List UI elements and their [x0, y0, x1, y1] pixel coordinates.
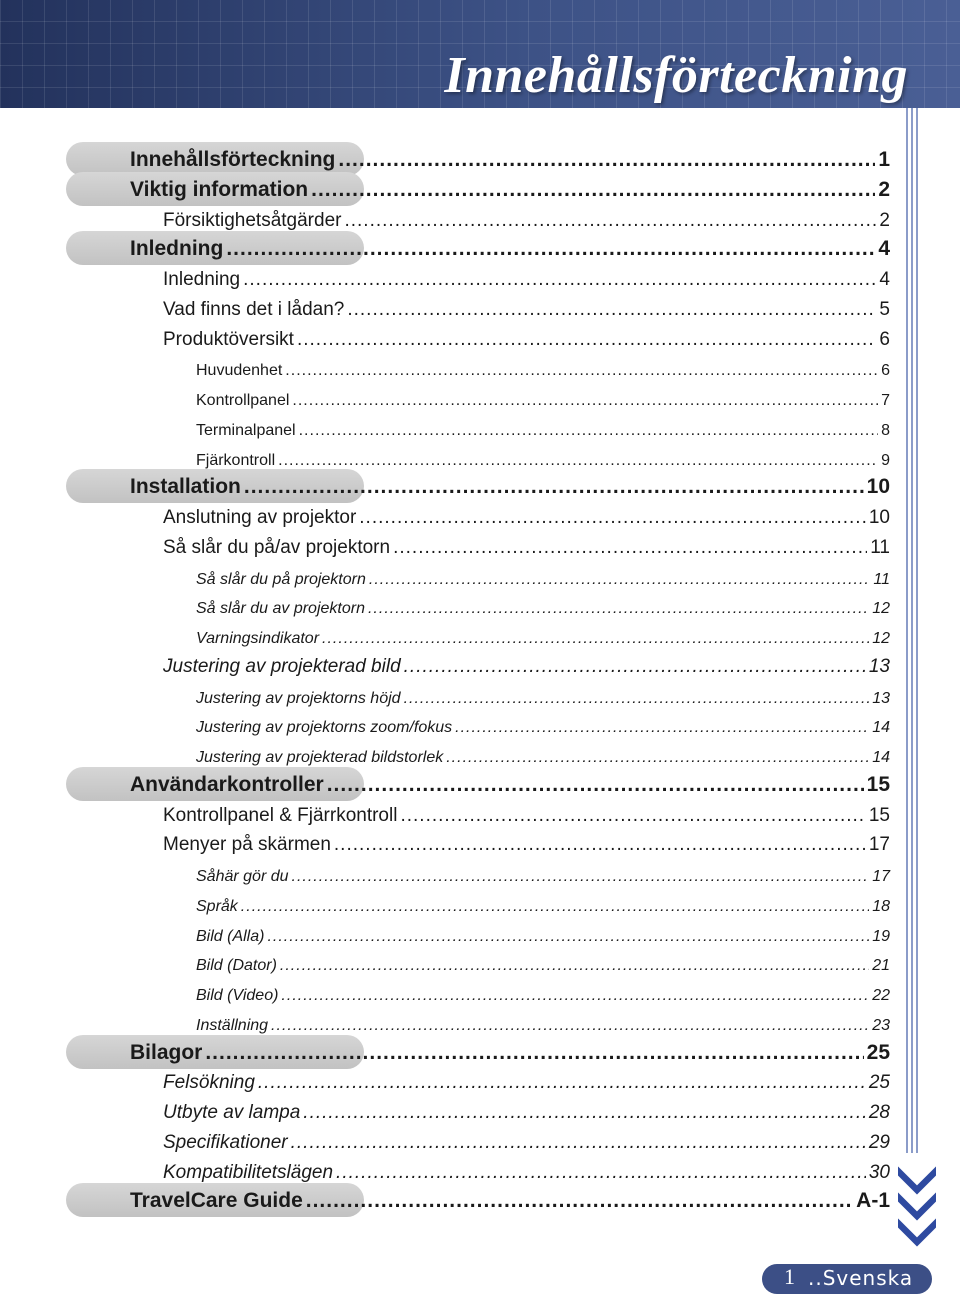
toc-entry-page: 11 — [873, 570, 890, 588]
toc-entry-label: Bild (Video) — [196, 987, 279, 1004]
toc-entry[interactable] — [130, 767, 890, 797]
toc-entry-page: 9 — [881, 451, 890, 469]
toc-entry-label: Inledning — [163, 269, 241, 290]
toc-entry[interactable] — [196, 707, 890, 737]
toc-entry-label: Anslutning av projektor — [163, 507, 357, 528]
toc-entry[interactable] — [163, 1064, 890, 1094]
toc-entry[interactable] — [163, 321, 890, 351]
toc-entry[interactable] — [163, 648, 890, 678]
toc-entry[interactable] — [196, 856, 890, 886]
chevron-down-icon — [895, 1212, 939, 1252]
toc-dot-leader — [241, 898, 869, 916]
toc-dot-leader — [327, 773, 864, 797]
toc-entry[interactable] — [130, 469, 890, 499]
toc-entry-page: 10 — [868, 507, 890, 528]
toc-entry[interactable] — [163, 1094, 890, 1124]
toc-entry-label: Innehållsförteckning — [130, 148, 336, 171]
toc-entry-page: 19 — [872, 927, 890, 945]
toc-dot-leader — [369, 571, 871, 589]
toc-entry-label: Så slår du av projektorn — [196, 600, 365, 618]
toc-dot-leader — [292, 868, 870, 886]
toc-entry-page: 25 — [866, 1040, 890, 1064]
toc-entry-label: Användarkontroller — [130, 772, 324, 796]
toc-dot-leader — [280, 957, 869, 975]
footer-language: ..Svenska — [808, 1266, 914, 1290]
toc-dot-leader — [297, 329, 876, 351]
toc-dot-leader — [404, 656, 866, 678]
toc-dot-leader — [347, 299, 876, 321]
toc-entry[interactable] — [130, 231, 890, 261]
toc-entry-page: 23 — [872, 1016, 890, 1034]
toc-entry-label: Varningsindikator — [196, 630, 320, 647]
toc-entry[interactable] — [130, 1183, 890, 1213]
toc-entry-label: Bild (Alla) — [196, 927, 265, 945]
toc-dot-leader — [291, 1132, 866, 1154]
toc-dot-leader — [400, 805, 865, 827]
toc-entry[interactable] — [163, 529, 890, 559]
toc-dot-leader — [306, 1189, 853, 1213]
toc-entry-label: Viktig information — [130, 177, 309, 201]
toc-entry-label: Vad finns det i lådan? — [163, 298, 345, 320]
toc-entry-page: 12 — [872, 600, 890, 618]
toc-dot-leader — [404, 690, 870, 708]
toc-entry-label: Produktöversikt — [163, 328, 294, 350]
page-title: Innehållsförteckning — [444, 47, 908, 104]
toc-entry-label: Så slår du på projektorn — [196, 570, 366, 588]
toc-entry-label: TravelCare Guide — [130, 1189, 303, 1213]
toc-entry[interactable] — [196, 975, 890, 1005]
toc-entry-label: Utbyte av lampa — [163, 1102, 301, 1123]
toc-entry-label: Språk — [196, 897, 238, 915]
toc-entry-page: 13 — [872, 689, 890, 707]
toc-entry[interactable] — [163, 202, 890, 232]
toc-entry[interactable] — [196, 886, 890, 916]
toc-entry-label: Inställning — [196, 1016, 269, 1034]
toc-entry-page: 17 — [868, 834, 890, 856]
toc-entry-label: Fjärkontroll — [196, 451, 276, 469]
toc-entry-label: Terminalpanel — [196, 421, 296, 439]
toc-entry-label: Justering av projekterad bildstorlek — [196, 749, 444, 766]
toc-entry-page: 12 — [872, 630, 890, 647]
toc-entry-label: Inledning — [130, 237, 224, 261]
toc-entry-page: 21 — [872, 957, 890, 975]
toc-dot-leader — [292, 392, 878, 410]
toc-entry-label: Huvudenhet — [196, 362, 283, 380]
toc-entry-label: Justering av projekterad bild — [163, 655, 401, 677]
toc-entry-page: 14 — [872, 719, 890, 737]
toc-dot-leader — [281, 987, 869, 1005]
toc-entry[interactable] — [163, 291, 890, 321]
toc-entry-page: 2 — [879, 209, 890, 231]
toc-entry[interactable] — [196, 618, 890, 648]
toc-entry-label: Försiktighetsåtgärder — [163, 209, 342, 231]
toc-entry-page: 5 — [879, 298, 890, 320]
toc-entry[interactable] — [163, 797, 890, 827]
toc-entry-page: 15 — [868, 804, 890, 826]
toc-entry-label: Bilagor — [130, 1040, 203, 1064]
toc-entry-label: Installation — [130, 475, 241, 499]
toc-entry-label: Specifikationer — [163, 1131, 288, 1153]
toc-entry[interactable] — [196, 1005, 890, 1035]
toc-entry[interactable] — [196, 945, 890, 975]
toc-entry[interactable] — [196, 440, 890, 470]
toc-dot-leader — [244, 475, 864, 499]
toc-entry-page: 25 — [868, 1072, 890, 1094]
toc-entry-page: 28 — [868, 1102, 890, 1123]
toc-entry-page: 6 — [879, 328, 890, 350]
toc-dot-leader — [299, 422, 878, 440]
toc-entry-page: 2 — [878, 177, 890, 201]
toc-entry-label: Såhär gör du — [196, 868, 289, 885]
toc-dot-leader — [359, 507, 866, 529]
toc-entry[interactable] — [163, 1124, 890, 1154]
toc-entry-page: 14 — [872, 749, 890, 766]
toc-entry[interactable] — [196, 380, 890, 410]
toc-entry[interactable] — [163, 1154, 890, 1184]
footer-page-number: 1 — [784, 1264, 795, 1289]
toc-entry-label: Felsökning — [163, 1072, 255, 1094]
toc-dot-leader — [344, 210, 876, 232]
toc-dot-leader — [338, 148, 875, 172]
toc-entry[interactable] — [130, 1035, 890, 1065]
toc-entry[interactable] — [130, 142, 890, 172]
toc-dot-leader — [334, 834, 866, 856]
toc-entry-label: Kontrollpanel — [196, 392, 290, 409]
decorative-vertical-rules — [906, 108, 920, 1153]
toc-entry-page: 18 — [872, 897, 890, 915]
toc-dot-leader — [393, 537, 867, 559]
toc-entry-page: 1 — [878, 148, 890, 171]
toc-entry-label: Menyer på skärmen — [163, 834, 331, 856]
toc-entry-page: 4 — [878, 237, 890, 261]
toc-entry-label: Justering av projektorns höjd — [196, 689, 401, 707]
toc-entry-page: 7 — [881, 392, 890, 409]
toc-entry-page: 13 — [868, 655, 890, 677]
toc-entry[interactable] — [196, 916, 890, 946]
toc-entry[interactable] — [196, 410, 890, 440]
toc-dot-leader — [285, 362, 878, 380]
toc-entry[interactable] — [196, 737, 890, 767]
toc-dot-leader — [205, 1041, 863, 1065]
toc-entry[interactable] — [196, 350, 890, 380]
toc-dot-leader — [446, 749, 869, 767]
toc-entry[interactable] — [196, 588, 890, 618]
toc-dot-leader — [303, 1102, 866, 1124]
toc-dot-leader — [336, 1162, 866, 1184]
toc-entry-page: 8 — [881, 421, 890, 439]
toc-entry-page: 30 — [868, 1161, 890, 1183]
toc-entry-label: Justering av projektorns zoom/fokus — [196, 719, 453, 737]
toc-dot-leader — [322, 630, 869, 648]
toc-dot-leader — [455, 719, 869, 737]
toc-dot-leader — [243, 269, 876, 291]
toc-dot-leader — [271, 1017, 869, 1035]
toc-entry-label: Kontrollpanel & Fjärrkontroll — [163, 804, 398, 826]
header-banner — [0, 0, 960, 108]
toc-entry-page: 10 — [866, 475, 890, 499]
toc-dot-leader — [267, 928, 869, 946]
toc-entry[interactable] — [163, 826, 890, 856]
toc-entry[interactable] — [196, 678, 890, 708]
toc-dot-leader — [278, 452, 878, 470]
toc-entry-page: 29 — [868, 1131, 890, 1153]
toc-entry[interactable] — [196, 559, 890, 589]
toc-dot-leader — [258, 1072, 866, 1094]
toc-entry-page: 17 — [872, 868, 890, 885]
toc-dot-leader — [311, 178, 875, 202]
toc-entry-page: 11 — [870, 536, 890, 558]
toc-entry-label: Så slår du på/av projektorn — [163, 536, 391, 558]
toc-entry-label: Kompatibilitetslägen — [163, 1161, 334, 1183]
toc-entry[interactable] — [130, 172, 890, 202]
toc-dot-leader — [368, 600, 869, 618]
toc-entry-page: 22 — [872, 987, 890, 1004]
toc-dot-leader — [226, 237, 875, 261]
toc-entry-page: 6 — [881, 362, 890, 380]
toc-entry-page: 4 — [879, 269, 890, 290]
toc-entry[interactable] — [163, 499, 890, 529]
toc-entry-page: 15 — [866, 772, 890, 796]
toc-entry-label: Bild (Dator) — [196, 957, 277, 975]
toc-entry[interactable] — [163, 261, 890, 291]
toc-entry-page: A-1 — [856, 1189, 890, 1213]
